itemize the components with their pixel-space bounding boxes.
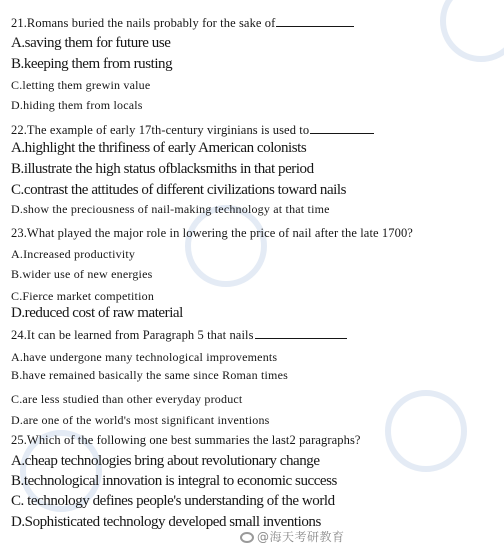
q22-option-c: C.contrast the attitudes of different civilizations toward nails	[11, 182, 346, 198]
q21-option-a: A.saving them for future use	[11, 35, 171, 51]
q24-option-d: D.are one of the world's most significant inventions	[11, 413, 270, 427]
q23-option-a: A.Increased productivity	[11, 247, 136, 261]
q24-answer-blank	[255, 337, 347, 339]
q24-option-b: B.have remained basically the same since Roman times	[11, 368, 288, 382]
q24-stem: 24.It can be learned from Paragraph 5 that nails	[11, 329, 347, 342]
q21-option-c: C.letting them grewin value	[11, 78, 151, 92]
weibo-icon	[240, 532, 254, 543]
weibo-watermark: @海天考研教育	[240, 528, 345, 545]
q21-answer-blank	[276, 25, 354, 27]
watermark-logo-icon	[440, 0, 504, 62]
q25-option-c: C. technology defines people's understanding of the world	[11, 493, 335, 509]
q22-option-d: D.show the preciousness of nail-making technology at that time	[11, 202, 330, 216]
q22-option-a: A.highlight the thrifiness of early American colonists	[11, 140, 307, 156]
q25-option-a: A.cheap technologies bring about revolutionary change	[11, 453, 320, 469]
q22-option-b: B.illustrate the high status ofblacksmiths in that period	[11, 161, 314, 177]
q23-option-c: C.Fierce market competition	[11, 289, 155, 303]
q23-option-d: D.reduced cost of raw material	[11, 305, 183, 321]
q21-option-d: D.hiding them from locals	[11, 98, 143, 112]
q23-option-b: B.wider use of new energies	[11, 267, 153, 281]
q21-option-b: B.keeping them from rusting	[11, 56, 173, 72]
q22-stem: 22.The example of early 17th-century virginians is used to	[11, 124, 374, 137]
watermark-logo-icon	[185, 205, 267, 287]
q23-stem: 23.What played the major role in lowering the price of nail after the late 1700?	[11, 226, 413, 240]
q21-stem: 21.Romans buried the nails probably for the sake of	[11, 17, 354, 30]
q25-option-d: D.Sophisticated technology developed small inventions	[11, 514, 321, 530]
q22-answer-blank	[310, 132, 374, 134]
q25-option-b: B.technological innovation is integral to economic success	[11, 473, 337, 489]
q25-stem: 25.Which of the following one best summaries the last2 paragraphs?	[11, 433, 361, 447]
q24-option-a: A.have undergone many technological improvements	[11, 350, 278, 364]
q24-option-c: C.are less studied than other everyday product	[11, 392, 243, 406]
watermark-logo-icon	[385, 390, 467, 472]
